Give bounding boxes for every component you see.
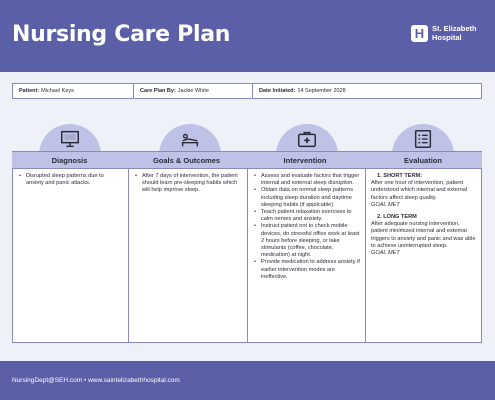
date-value: 14 September 2028 [297,88,346,94]
hospital-logo [411,25,477,42]
patient-cell [13,84,134,98]
long-term-heading: 2. LONG TERM [377,214,417,221]
goal-item: • After 7 days of intervention, the patient should learn pre-sleeping habits which will help improve sleep. [134,173,242,195]
short-term-heading: 1. SHORT TERM: [377,173,423,179]
hospital-logo-icon: H [411,25,428,42]
intervention-item: • Instruct patient not to check mobile devices, do stressful office work at least 2 hours before sleeping, or take stimulants (coffee, chocolate, medication) at night. [253,223,360,259]
date-cell [253,84,481,98]
long-term-text: After adequate nursing intervention, patient minimized internal and external triggers to anxiety and panic and was able to achieve uninterrupted sleep. [371,221,476,249]
evaluation-heading: Evaluation [404,155,442,165]
header-bar [0,0,495,72]
patient-value: Michael Keys [41,88,74,94]
evaluation-column [365,169,481,342]
care-plan-table [12,169,482,343]
long-term-status: GOAL MET [371,250,400,257]
hospital-name-line2: Hospital [432,32,462,42]
diagnosis-item: • Disrupted sleep patterns due to anxiety and panic attacks. [18,173,123,187]
short-term-text: After one hour of intervention, patient understood which internal and external factors affect sleep quality. [371,180,468,201]
page-title: Nursing Care Plan [12,22,231,47]
footer-bar [0,361,495,400]
patient-bed-icon [179,128,201,150]
goals-column [128,169,247,342]
column-header-bar [12,151,482,169]
plan-by-label: Care Plan By: [140,88,176,94]
patient-info-bar [12,83,482,99]
intervention-item: • Provide medication to address anxiety if earlier intervention modes are ineffective. [253,259,360,281]
intervention-item: • Assess and evaluate factors that trigger internal and external sleep disruption. [253,173,360,187]
intervention-column [247,169,365,342]
goals-heading: Goals & Outcomes [152,155,221,165]
intervention-item: • Teach patient relaxation exercises to calm nerves and anxiety. [253,209,360,223]
footer-contact: NursingDept@SEH.com • www.saintelizabethhospital.com [12,377,180,384]
intervention-heading: Intervention [283,155,327,165]
date-label: Date Initiated: [259,88,296,94]
diagnosis-column [13,169,128,342]
medical-kit-icon [296,128,318,150]
diagnosis-heading: Diagnosis [51,155,88,165]
hospital-name-line1: St. Elizabeth [432,24,477,33]
plan-by-cell [134,84,253,98]
plan-by-value: Jackie White [177,88,209,94]
short-term-status: GOAL MET [371,201,400,208]
checklist-icon [412,128,434,150]
intervention-item: • Obtain data on normal sleep patterns including sleep duration and daytime sleeping habits (if applicable) [253,187,360,209]
hospital-name [432,25,477,42]
monitor-icon [59,128,81,150]
patient-label: Patient: [19,88,40,94]
